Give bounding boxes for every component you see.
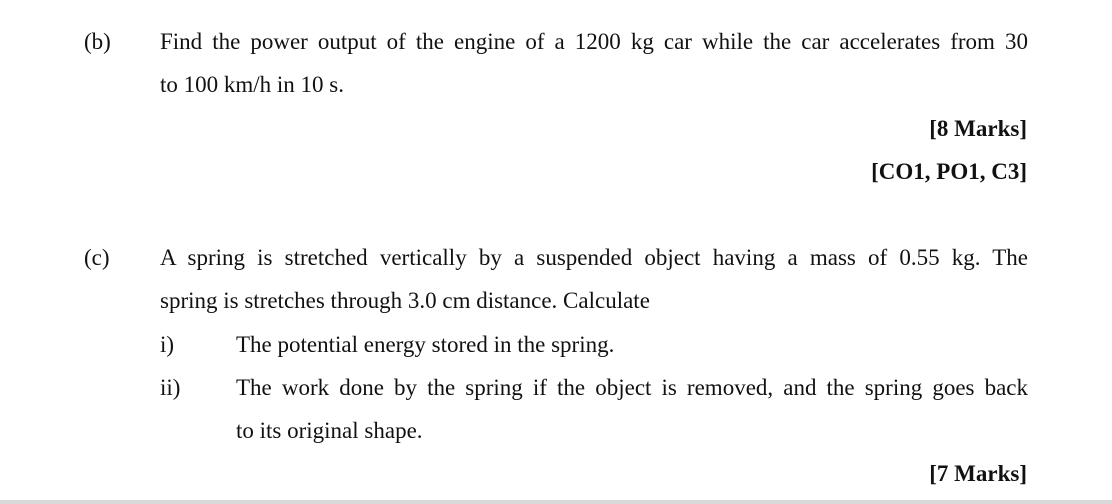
question-label-b: (b)	[84, 29, 111, 54]
question-c-marks: [7 Marks]	[929, 461, 1027, 486]
question-b-marks: [8 Marks]	[929, 116, 1027, 141]
question-b-text-line-2: to 100 km/h in 10 s.	[160, 72, 345, 97]
subquestion-ii-text-line-2: to its original shape.	[236, 418, 423, 443]
page-bottom-divider	[0, 500, 1112, 504]
subquestion-ii-text-line-1: The work done by the spring if the object is removed, and the spring goes back	[236, 375, 1028, 400]
question-c-text-line-2: spring is stretches through 3.0 cm distance. Calculate	[160, 288, 650, 313]
subquestion-number-ii: ii)	[160, 375, 181, 400]
question-b-outcomes: [CO1, PO1, C3]	[871, 159, 1027, 184]
question-c-text-line-1: A spring is stretched vertically by a suspended object having a mass of 0.55 kg. The	[160, 245, 1028, 270]
subquestion-number-i: i)	[160, 332, 175, 357]
subquestion-i-text: The potential energy stored in the spring.	[236, 332, 615, 357]
question-label-c: (c)	[84, 245, 110, 270]
question-b-text-line-1: Find the power output of the engine of a 1200 kg car while the car accelerates from 30	[160, 29, 1028, 54]
